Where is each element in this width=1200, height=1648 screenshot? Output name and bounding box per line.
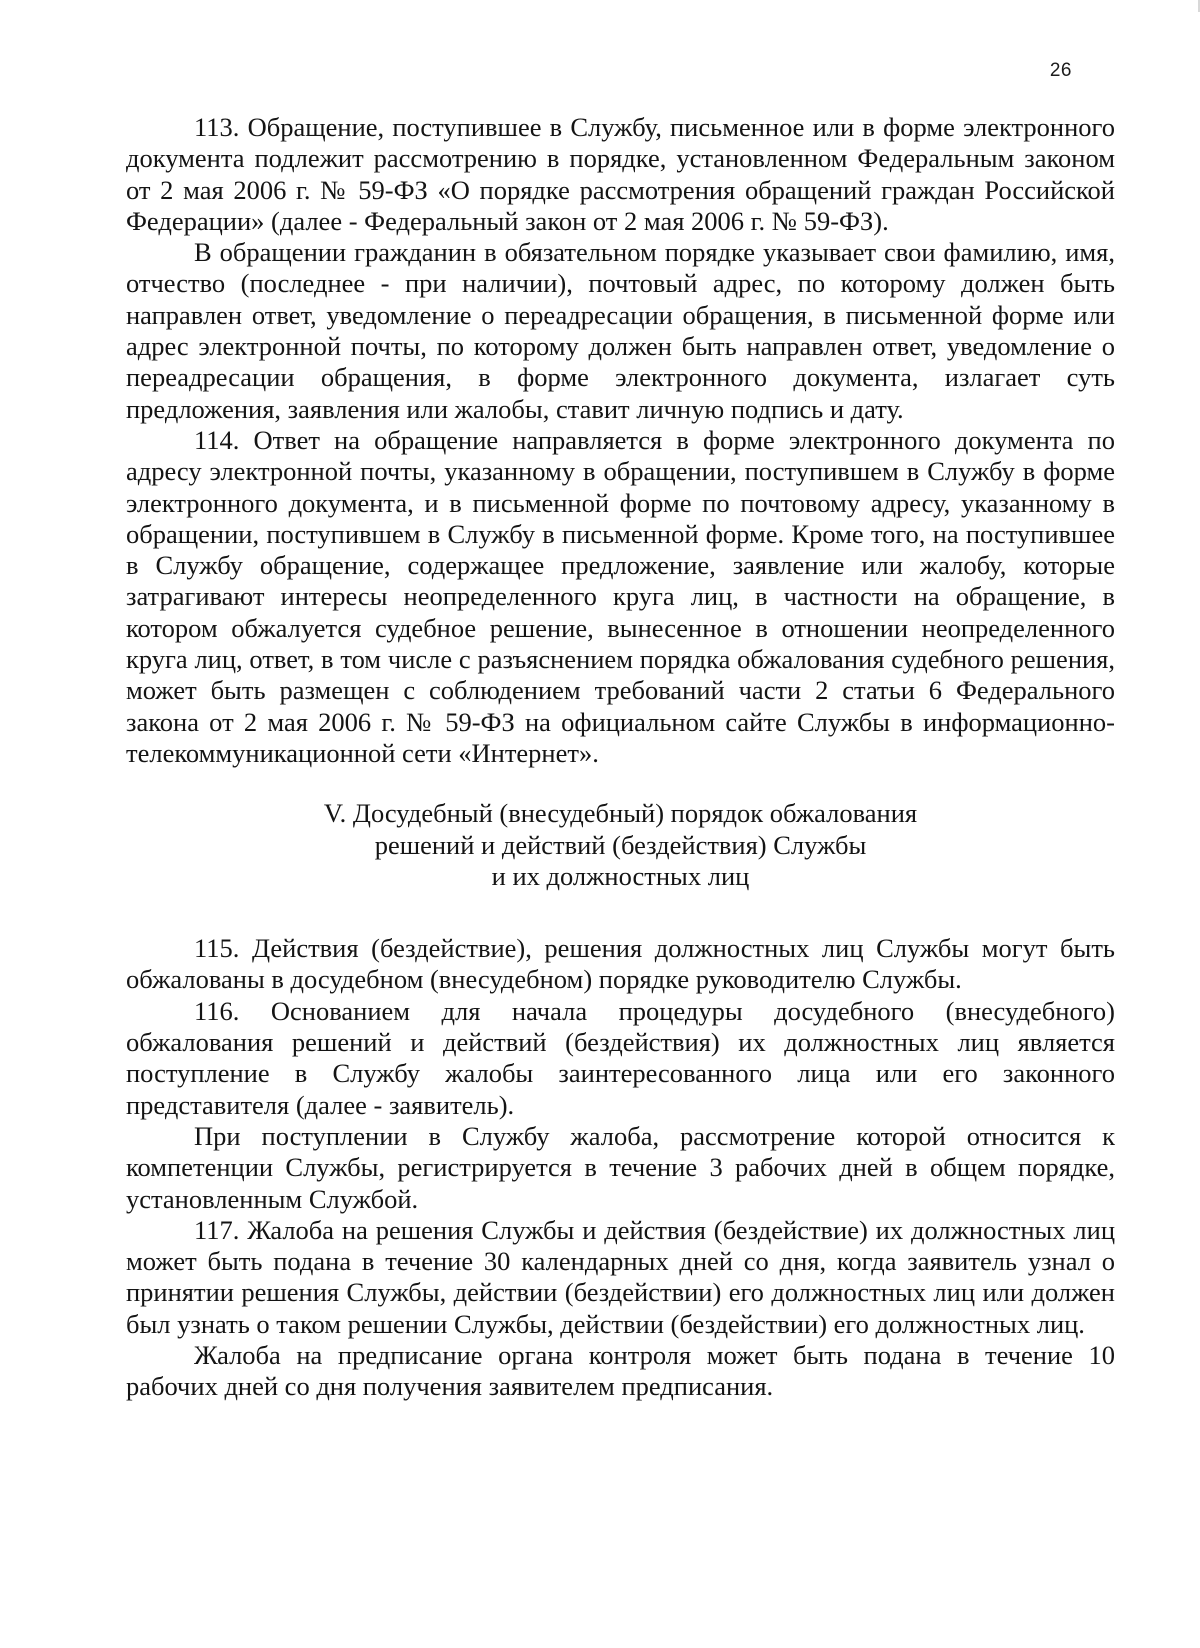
- paragraph-116: 116. Основанием для начала процедуры досудебного (внесудебного) обжалования решений и действий (бездействия) их должностных лиц является поступление в Службу жалобы заинтересованного лица или его законного представителя (далее - заявитель).: [126, 995, 1115, 1120]
- section-heading: [126, 798, 1115, 892]
- page-number: 26: [1049, 60, 1072, 81]
- paragraph-117-prescription: Жалоба на предписание органа контроля может быть подана в течение 10 рабочих дней со дня получения заявителем предписания.: [126, 1339, 1115, 1402]
- document-body: [126, 112, 1115, 1403]
- paragraph-116-registration: При поступлении в Службу жалоба, рассмотрение которой относится к компетенции Службы, регистрируется в течение 3 рабочих дней в общем порядке, установленным Службой.: [126, 1120, 1115, 1214]
- section-heading-line-2: решений и действий (бездействия) Службы: [374, 829, 867, 860]
- paragraph-117: 117. Жалоба на решения Службы и действия (бездействие) их должностных лиц может быть подана в течение 30 календарных дней со дня, когда заявитель узнал о принятии решения Службы, действии (бездействии) его должностных лиц или должен был узнать о таком решении Службы, действии (бездействии) его должностных лиц.: [126, 1214, 1115, 1339]
- section-heading-line-3: и их должностных лиц: [491, 860, 750, 891]
- section-heading-line-1: V. Досудебный (внесудебный) порядок обжалования: [323, 798, 918, 829]
- paragraph-113: 113. Обращение, поступившее в Службу, письменное или в форме электронного документа подлежит рассмотрению в порядке, установленном Федеральным законом от 2 мая 2006 г. № 59-ФЗ «О порядке рассмотрения обращений граждан Российской Федерации» (далее - Федеральный закон от 2 мая 2006 г. № 59-ФЗ).: [126, 112, 1115, 236]
- paragraph-114: 114. Ответ на обращение направляется в форме электронного документа по адресу электронной почты, указанному в обращении, поступившем в Службу в форме электронного документа, и в письменной форме по почтовому адресу, указанному в обращении, поступившем в Службу в письменной форме. Кроме того, на поступившее в Службу обращение, содержащее предложение, заявление или жалобу, которые затрагивают интересы неопределенного круга лиц, в частности на обращение, в котором обжалуется судебное решение, вынесенное в отношении неопределенного круга лиц, ответ, в том числе с разъяснением порядка обжалования судебного решения, может быть размещен с соблюдением требований части 2 статьи 6 Федерального закона от 2 мая 2006 г. № 59-ФЗ на официальном сайте Службы в информационно-телекоммуникационной сети «Интернет».: [126, 424, 1115, 768]
- paragraph-113-requirements: В обращении гражданин в обязательном порядке указывает свои фамилию, имя, отчество (последнее - при наличии), почтовый адрес, по которому должен быть направлен ответ, уведомление о переадресации обращения, в письменной форме или адрес электронной почты, по которому должен быть направлен ответ, уведомление о переадресации обращения, в форме электронного документа, излагает суть предложения, заявления или жалобы, ставит личную подпись и дату.: [126, 237, 1115, 424]
- paragraph-115: 115. Действия (бездействие), решения должностных лиц Службы могут быть обжалованы в досудебном (внесудебном) порядке руководителю Службы.: [126, 933, 1115, 995]
